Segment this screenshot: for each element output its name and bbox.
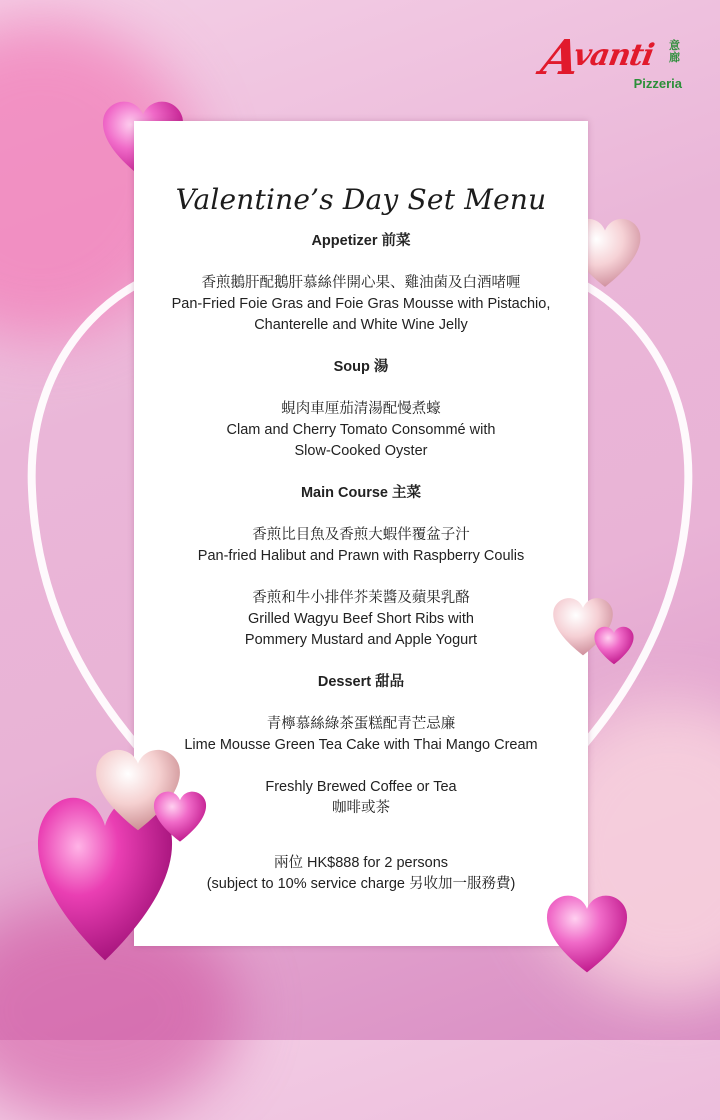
- pink-heart-icon: [542, 890, 632, 976]
- logo-subtitle: Pizzeria: [633, 76, 682, 91]
- avanti-logo: [537, 30, 682, 94]
- logo-name: vanti: [570, 38, 657, 73]
- menu-item: [134, 714, 588, 756]
- menu-item: [134, 588, 588, 651]
- dish-name-english: Chanterelle and White Wine Jelly: [254, 317, 468, 333]
- dish-name-english: Pommery Mustard and Apple Yogurt: [244, 632, 478, 648]
- dish-name-english: Clam and Cherry Tomato Consommé with: [226, 422, 496, 438]
- dish-name-english: Pan-fried Halibut and Prawn with Raspberry Coulis: [197, 548, 525, 564]
- price-block: [134, 853, 588, 895]
- course-heading-soup: Soup 湯: [333, 359, 389, 375]
- dish-name-english: Pan-Fried Foie Gras and Foie Gras Mousse with Pistachio,: [171, 296, 551, 312]
- menu-item: [134, 525, 588, 567]
- price-text: 兩位 HK$888 for 2 persons: [273, 855, 449, 871]
- course-heading-dessert: Dessert 甜品: [317, 674, 405, 690]
- dish-name-chinese: 咖啡或茶: [332, 800, 390, 816]
- pink-heart-icon: [150, 788, 210, 844]
- course-heading-main-course: Main Course 主菜: [300, 485, 422, 501]
- dish-name-english: Lime Mousse Green Tea Cake with Thai Mango Cream: [184, 737, 538, 753]
- menu-section-soup: [134, 357, 588, 462]
- menu-section-main-course: [134, 483, 588, 651]
- dish-name-chinese: 香煎比目魚及香煎大蝦伴覆盆子汁: [252, 527, 470, 543]
- dish-name-english: Grilled Wagyu Beef Short Ribs with: [248, 611, 474, 627]
- dish-name-chinese: 香煎鵝肝配鵝肝慕絲伴開心果、雞油菌及白酒啫喱: [201, 275, 521, 291]
- menu-section-appetizer: [134, 231, 588, 336]
- dish-name-chinese: 蜆肉車厘茄清湯配慢煮蠔: [281, 401, 441, 417]
- logo-initial: A: [537, 30, 585, 86]
- logo-cjk-name: 意廊: [669, 39, 680, 64]
- dish-name-english: Freshly Brewed Coffee or Tea: [265, 779, 457, 795]
- pink-heart-icon: [592, 624, 636, 666]
- dish-name-chinese: 香煎和牛小排伴芥茉醬及蘋果乳酪: [252, 590, 470, 606]
- dish-name-english: Slow-Cooked Oyster: [294, 443, 428, 459]
- menu-item: [134, 399, 588, 462]
- menu-title: Valentine’s Day Set Menu: [175, 183, 547, 216]
- service-charge-note: (subject to 10% service charge 另收加一服務費): [206, 876, 516, 892]
- course-heading-appetizer: Appetizer 前菜: [311, 233, 411, 249]
- menu-item: [134, 273, 588, 336]
- dish-name-chinese: 青檸慕絲綠茶蛋糕配青芒忌廉: [266, 716, 456, 732]
